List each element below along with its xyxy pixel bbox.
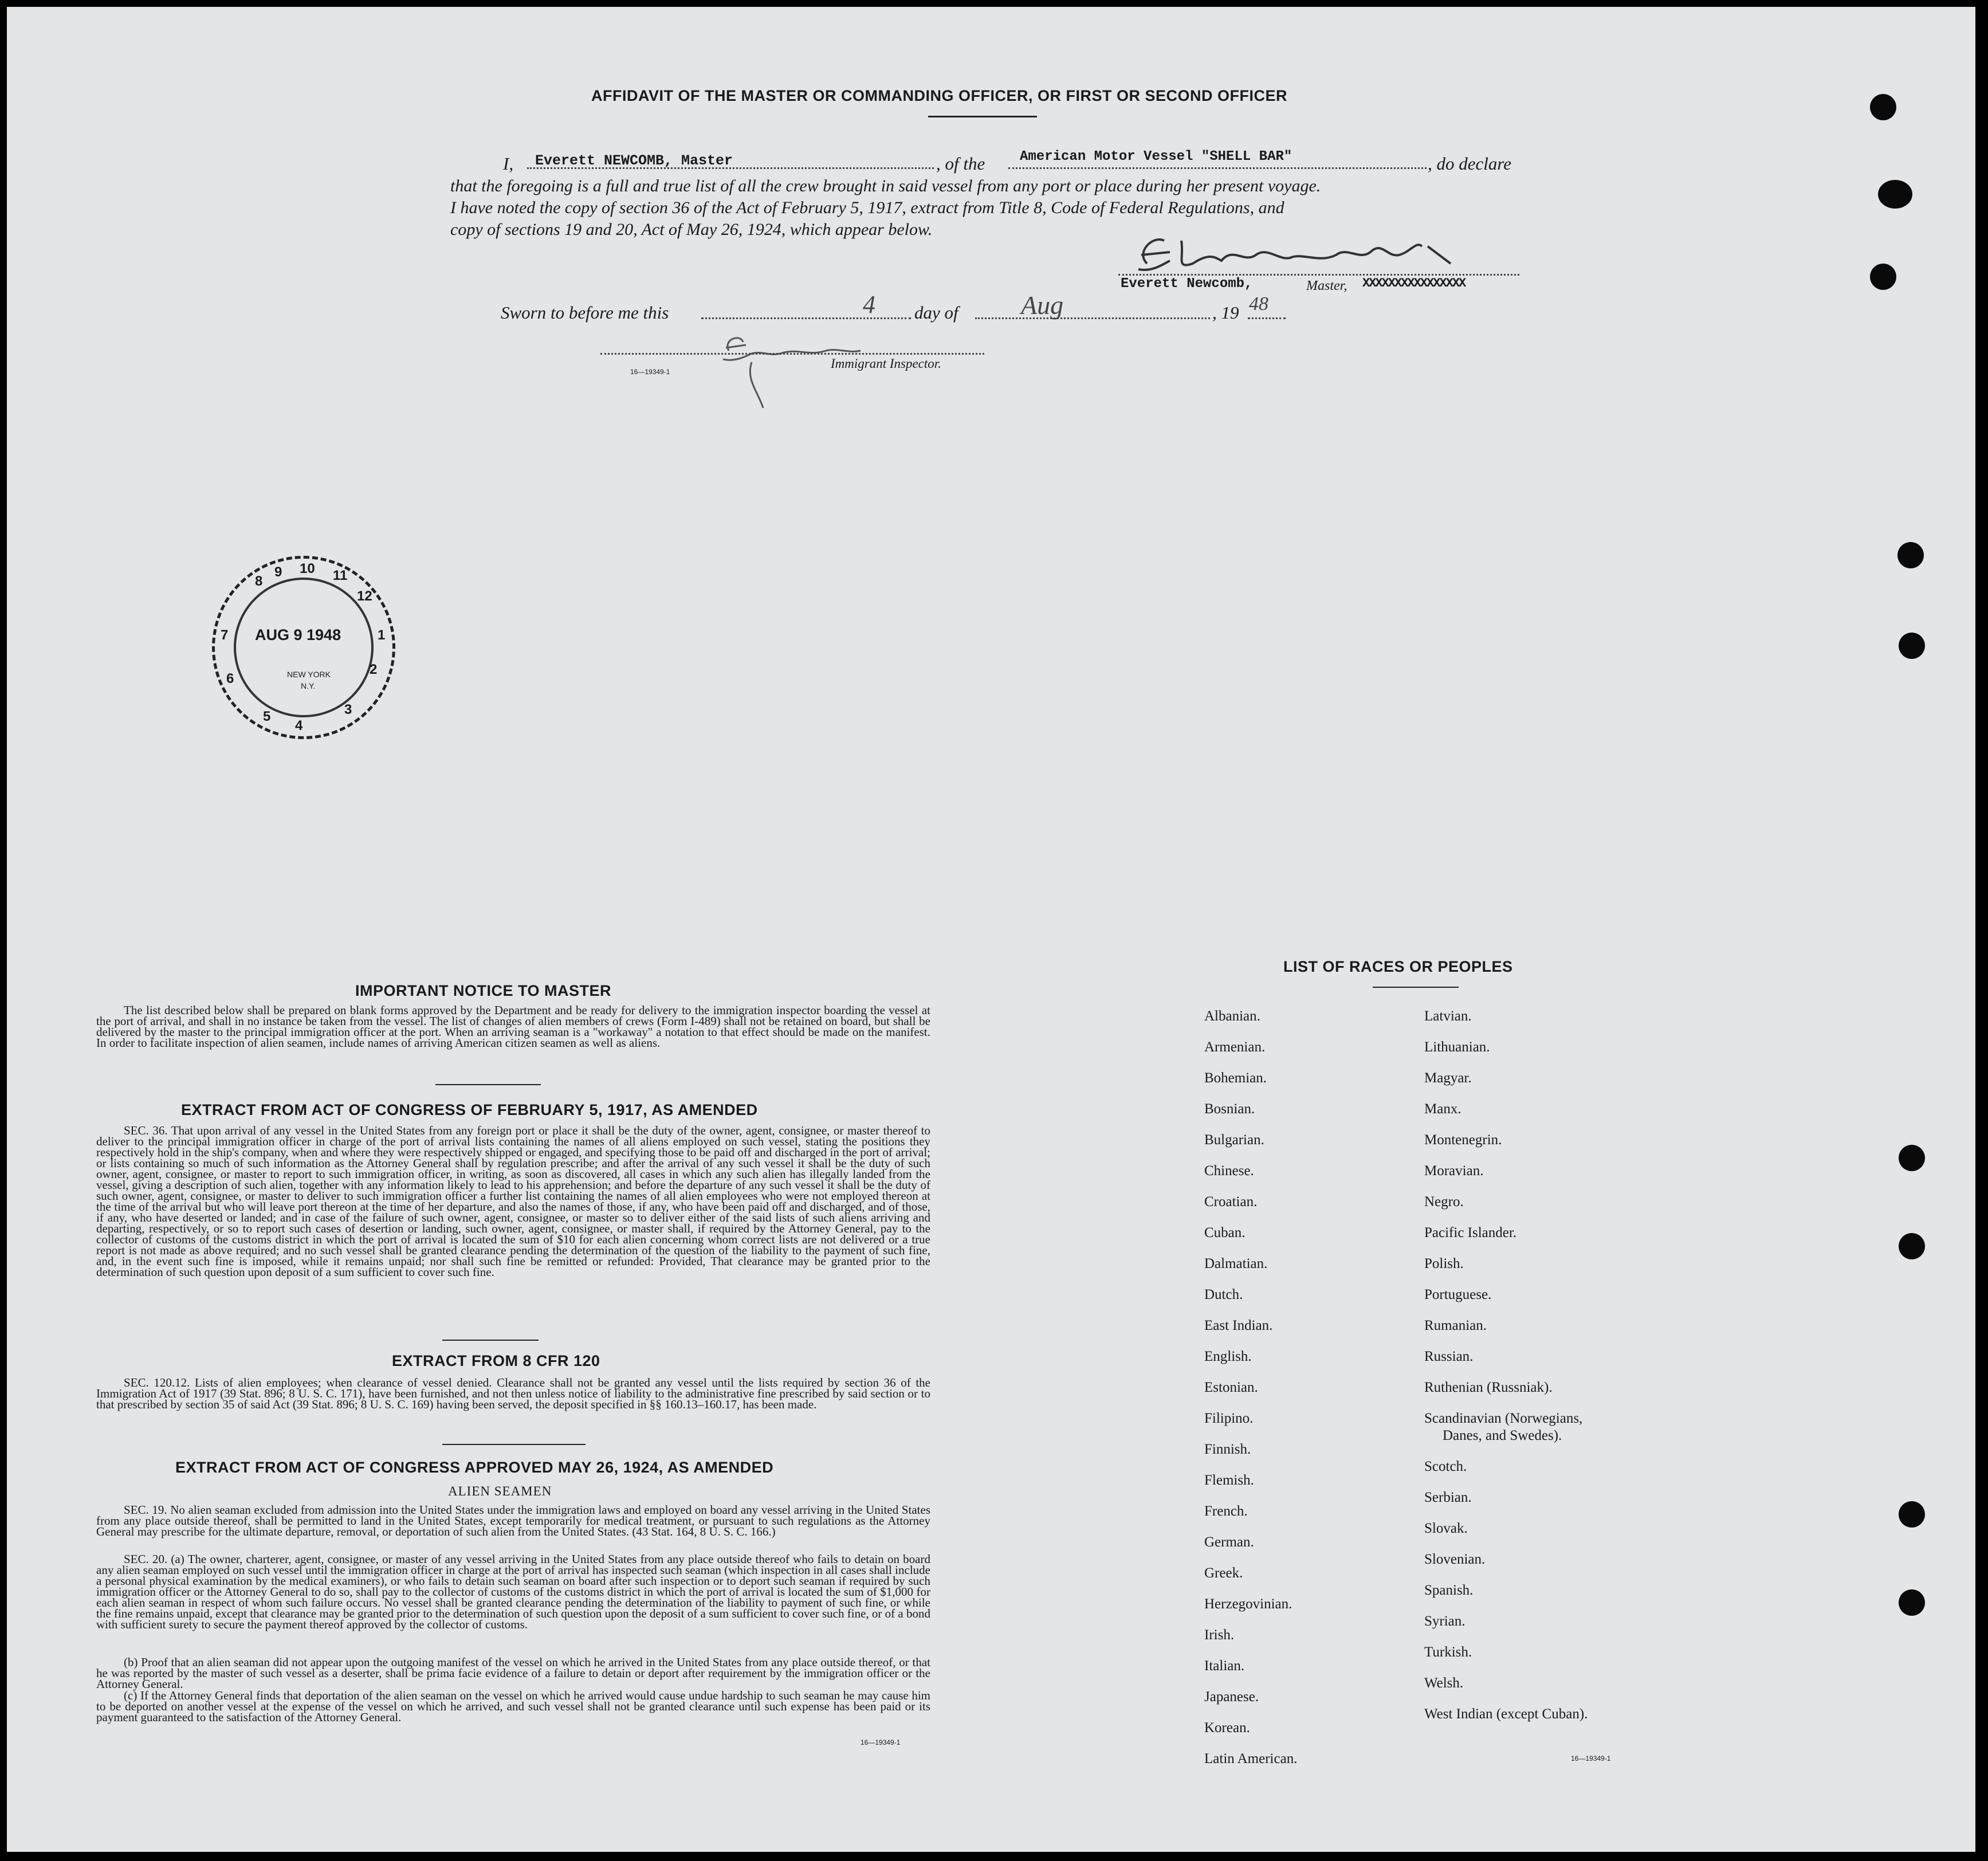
divider xyxy=(442,1340,539,1341)
inspector-signature xyxy=(712,328,872,419)
inspector-label: Immigrant Inspector. xyxy=(831,356,941,371)
race-item: Bosnian. xyxy=(1204,1101,1255,1117)
day-value: 4 xyxy=(863,290,875,319)
race-item: Bohemian. xyxy=(1204,1070,1267,1086)
race-item: English. xyxy=(1204,1349,1252,1364)
race-item: Russian. xyxy=(1424,1349,1474,1364)
year-prefix: , 19 xyxy=(1212,303,1239,323)
race-item: Spanish. xyxy=(1424,1583,1474,1598)
punch-hole xyxy=(1899,1145,1925,1171)
form-number-left: 16—19349-1 xyxy=(861,1738,901,1746)
races-divider xyxy=(1373,987,1459,988)
race-item: Rumanian. xyxy=(1424,1318,1487,1333)
affidavit-line-4: copy of sections 19 and 20, Act of May 26, 1924, which appear below. xyxy=(450,220,933,239)
race-item: Latvian. xyxy=(1424,1008,1472,1024)
race-item: Latin American. xyxy=(1204,1751,1298,1766)
race-item: Moravian. xyxy=(1424,1163,1484,1179)
race-item: Herzegovinian. xyxy=(1204,1596,1292,1612)
race-item: Polish. xyxy=(1424,1256,1464,1271)
race-item: Greek. xyxy=(1204,1565,1243,1581)
race-item: Scotch. xyxy=(1424,1459,1467,1474)
stamp-hour-9: 9 xyxy=(274,564,282,580)
master-name: Everett NEWCOMB, Master xyxy=(535,152,733,169)
race-item: West Indian (except Cuban). xyxy=(1424,1706,1588,1722)
year-line xyxy=(1248,317,1286,319)
race-item: Finnish. xyxy=(1204,1442,1251,1457)
do-declare-label: , do declare xyxy=(1428,154,1512,174)
race-item: Pacific Islander. xyxy=(1424,1225,1517,1240)
title-divider xyxy=(928,116,1037,117)
master-label: Master, xyxy=(1306,278,1347,293)
extract-1924-sec20b: (b) Proof that an alien seaman did not appear upon the outgoing manifest of the vessel on which he arrived in the United States from any place outside thereof, or that he was reported by the master of such vessel as a deserter, shall be prima facie evidence of a failure to detain or deport after requirement by the immigration officer or the Attorney General. xyxy=(96,1655,930,1691)
race-item: Welsh. xyxy=(1424,1675,1464,1691)
race-item: East Indian. xyxy=(1204,1318,1273,1333)
stamp-state: N.Y. xyxy=(301,681,316,690)
inspector-line xyxy=(600,353,984,355)
struck-out-title: XXXXXXXXXXXXXXXX xyxy=(1362,276,1466,290)
sworn-label: Sworn to before me this xyxy=(501,303,669,323)
race-item: Japanese. xyxy=(1204,1689,1259,1705)
race-item: Flemish. xyxy=(1204,1473,1254,1488)
race-item: Albanian. xyxy=(1204,1008,1260,1024)
extract-cfr-body: SEC. 120.12. Lists of alien employees; when clearance of vessel denied. Clearance shall not be granted any vessel until the lists required by section 36 of the Immigration Act of 1917 (39 Stat. 896; 8 U. S. C. 171), have been furnished, and not then unless notice of liability to the administrative fine prescribed by said section or to that prescribed by section 35 of said Act (39 Stat. 896; 8 U. S. C. 169) having been served, the deposit specified in §§ 160.13–160.17, has been made. xyxy=(96,1376,930,1411)
vessel-line xyxy=(1008,167,1427,169)
stamp-hour-12: 12 xyxy=(357,588,372,604)
race-item: Italian. xyxy=(1204,1658,1245,1674)
stamp-hour-3: 3 xyxy=(344,702,352,717)
race-item: Magyar. xyxy=(1424,1070,1472,1086)
divider xyxy=(435,1084,541,1085)
punch-hole xyxy=(1870,264,1896,290)
race-item: Bulgarian. xyxy=(1204,1132,1264,1148)
extract-1924-sec19: SEC. 19. No alien seaman excluded from admission into the United States under the immigration laws and employed on board any vessel arriving in the United States from any place outside thereof, shall be permitted to land in the United States, except temporarily for medical treatment, or pursuant to such regulations as the Attorney General may prescribe for the ultimate departure, removal, or deportation of such alien from the United States. (43 Stat. 164, 8 U. S. C. 166.) xyxy=(96,1503,930,1538)
form-number-top: 16—19349-1 xyxy=(630,368,670,376)
day-of-label: day of xyxy=(914,303,958,323)
month-line xyxy=(975,317,1210,319)
punch-hole xyxy=(1897,542,1924,568)
punch-hole xyxy=(1899,1233,1925,1259)
race-item: Portuguese. xyxy=(1424,1287,1492,1302)
race-item: Filipino. xyxy=(1204,1411,1254,1426)
stamp-hour-1: 1 xyxy=(378,627,386,643)
stamp-hour-7: 7 xyxy=(221,627,229,643)
affidavit-title: AFFIDAVIT OF THE MASTER OR COMMANDING OFFICER, OR FIRST OR SECOND OFFICER xyxy=(591,87,1287,104)
extract-1924-title: EXTRACT FROM ACT OF CONGRESS APPROVED MAY 26, 1924, AS AMENDED xyxy=(175,1459,774,1476)
race-item: Armenian. xyxy=(1204,1039,1266,1055)
extract-1924-sec20c: (c) If the Attorney General finds that deportation of the alien seaman on the vessel on which he arrived would cause undue hardship to such seaman he may cause him to be deported on another vessel at the expense of the vessel on which he arrived, and such vessel shall not be granted clearance until such expense has been paid or its payment guaranteed to the satisfaction of the Attorney General. xyxy=(96,1689,930,1724)
race-item: Irish. xyxy=(1204,1627,1235,1643)
affidavit-line-3: I have noted the copy of section 36 of the Act of February 5, 1917, extract from Title 8, Code of Federal Regulations, and xyxy=(450,198,1284,217)
document-page xyxy=(7,7,1975,1852)
race-item: Chinese. xyxy=(1204,1163,1254,1179)
master-signature xyxy=(1130,229,1485,281)
race-item: Manx. xyxy=(1424,1101,1461,1117)
extract-1924-subtitle: ALIEN SEAMEN xyxy=(448,1484,552,1498)
extract-1917-body: SEC. 36. That upon arrival of any vessel in the United States from any foreign port or place it shall be the duty of the owner, agent, consignee, or master thereof to deliver to the principal immigration officer in charge of the port of arrival lists containing the names of all aliens employed on such vessel, stating the positions they respectively hold in the ship's company, when and where they were respectively shipped or engaged, and specifying those to be paid off and discharged in the port of arrival; or lists containing so much of such information as the Attorney General shall by regulation prescribe; and after the arrival of any such vessel it shall be the duty of such owner, agent, consignee, or master to report to such immigration officer, in writing, as soon as discovered, all cases in which any such alien has illegally landed from the vessel, giving a description of such alien, together with any information likely to lead to his apprehension; and before the departure of any such vessel it shall be the duty of such owner, agent, consignee, or master to deliver to such immigration officer a further list containing the names of all alien employees who were not employed thereon at the time of the arrival but who will leave port thereon at the time of her departure, and also the names of those, if any, who have been paid off and discharged, and of those, if any, who have deserted or landed; and in case of the failure of such owner, agent, consignee, or master so to deliver either of the said lists of such aliens arriving and departing, respectively, or so to report such cases of desertion or landing, such owner, agent, consignee, or master shall, if required by the Attorney General, pay to the collector of customs of the customs district in which the port of arrival is located the sum of $10 for each alien concerning whom correct lists are not delivered or a true report is not made as above required; and no such vessel shall be granted clearance pending the determination of the question of the liability to the payment of such fine, and, in the event such fine is imposed, while it remains unpaid; nor shall such fine be remitted or refunded: Provided, That clearance may be granted prior to the determination of such question upon deposit of a sum sufficient to cover such fine. xyxy=(96,1124,930,1279)
race-item: Croatian. xyxy=(1204,1194,1258,1210)
date-stamp xyxy=(212,556,395,739)
punch-hole xyxy=(1899,633,1925,659)
race-item: Serbian. xyxy=(1424,1490,1472,1505)
of-the-label: , of the xyxy=(936,154,985,174)
race-item: Lithuanian. xyxy=(1424,1039,1490,1055)
race-item: Scandinavian (Norwegians, xyxy=(1424,1411,1583,1426)
extract-1924-sec20a: SEC. 20. (a) The owner, charterer, agent, consignee, or master of any vessel arriving in the United States from any place outside thereof who fails to detain on board any alien seaman employed on such vessel until the immigration officer in charge at the port of arrival has inspected such seaman (which inspection in all cases shall include a personal physical examination by the medical examiners), or who fails to detain such seaman on board after such inspection or to deport such seaman if required by such immigration officer or the Attorney General to do so, shall pay to the collector of customs of the customs district in which the port of arrival is located the sum of $1,000 for each alien seaman in respect of whom such failure occurs. No vessel shall be granted clearance pending the determination of the liability to payment of such fine, or while the fine remains unpaid, except that clearance may be granted prior to the determination of such question upon the deposit of a sum sufficient to cover such fine, or of a bond with sufficient surety to secure the payment thereof approved by the collector of customs. xyxy=(96,1552,930,1631)
punch-hole xyxy=(1899,1501,1925,1528)
notice-body: The list described below shall be prepared on blank forms approved by the Department and be ready for delivery to the immigration inspector boarding the vessel at the port of arrival, and shall in no instance be taken from the vessel. The list of changes of alien members of crews (Form I-489) shall not be retained on board, but shall be delivered by the master to the principal immigration officer at the port. When an arriving seaman is a "workaway" a notation to that effect should be made on the manifest. In order to facilitate inspection of alien seamen, include names of arriving American citizen seamen as well as aliens. xyxy=(96,1003,930,1050)
race-item: Turkish. xyxy=(1424,1644,1472,1660)
month-value: Aug xyxy=(1021,290,1064,320)
extract-cfr-title: EXTRACT FROM 8 CFR 120 xyxy=(392,1352,600,1369)
notice-title: IMPORTANT NOTICE TO MASTER xyxy=(355,982,611,999)
punch-hole xyxy=(1870,94,1896,120)
vessel-name: American Motor Vessel "SHELL BAR" xyxy=(1020,149,1292,164)
races-right-column xyxy=(1424,1008,1688,1737)
races-left-column xyxy=(1204,1008,1411,1782)
race-item: Ruthenian (Russniak). xyxy=(1424,1380,1553,1395)
stamp-hour-4: 4 xyxy=(295,718,303,733)
race-item: Syrian. xyxy=(1424,1613,1466,1629)
signature-line xyxy=(1118,274,1519,276)
race-item: Negro. xyxy=(1424,1194,1464,1210)
race-item: French. xyxy=(1204,1503,1248,1519)
punch-hole xyxy=(1878,180,1912,209)
punch-hole xyxy=(1899,1589,1925,1616)
divider xyxy=(442,1444,586,1445)
race-item: Montenegrin. xyxy=(1424,1132,1502,1148)
stamp-hour-6: 6 xyxy=(226,671,234,686)
race-item: Dalmatian. xyxy=(1204,1256,1268,1271)
race-item: Dutch. xyxy=(1204,1287,1243,1302)
stamp-hour-5: 5 xyxy=(263,709,271,724)
stamp-hour-2: 2 xyxy=(370,662,378,677)
extract-1917-title: EXTRACT FROM ACT OF CONGRESS OF FEBRUARY 5, 1917, AS AMENDED xyxy=(181,1101,758,1118)
stamp-place: NEW YORK xyxy=(287,670,331,679)
affidavit-line-2: that the foregoing is a full and true list of all the crew brought in said vessel from any port or place during her present voyage. xyxy=(450,176,1321,195)
stamp-hour-11: 11 xyxy=(333,568,348,583)
race-item: Korean. xyxy=(1204,1720,1250,1736)
stamp-hour-ring xyxy=(215,559,392,736)
stamp-hour-8: 8 xyxy=(255,574,263,589)
race-item: Danes, and Swedes). xyxy=(1443,1428,1562,1443)
race-item: Cuban. xyxy=(1204,1225,1246,1240)
race-item: Slovak. xyxy=(1424,1521,1468,1536)
signature-typed: Everett Newcomb, xyxy=(1121,276,1253,292)
stamp-date: AUG 9 1948 xyxy=(255,626,341,643)
form-number-right: 16—19349-1 xyxy=(1571,1754,1611,1762)
race-item: German. xyxy=(1204,1534,1254,1550)
affidavit-i: I, xyxy=(503,154,514,174)
race-item: Slovenian. xyxy=(1424,1552,1486,1567)
year-value: 48 xyxy=(1249,293,1268,315)
races-title: LIST OF RACES OR PEOPLES xyxy=(1283,958,1513,975)
stamp-hour-10: 10 xyxy=(300,561,315,576)
day-line xyxy=(701,317,911,319)
race-item: Estonian. xyxy=(1204,1380,1258,1395)
